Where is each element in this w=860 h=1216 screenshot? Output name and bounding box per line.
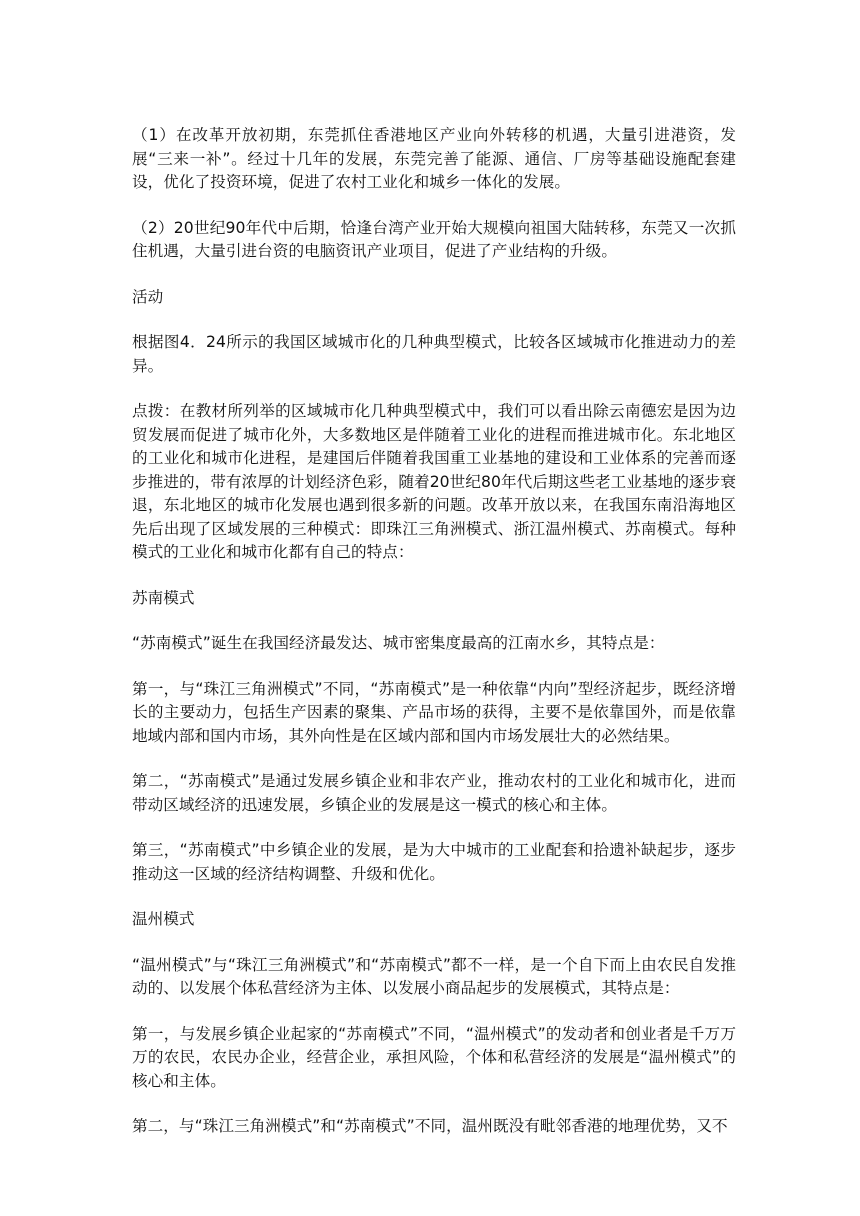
section-heading-activity: 活动 xyxy=(132,287,164,306)
paragraph-sunan-second: 第二，“苏南模式”是通过发展乡镇企业和非农产业，推动农村的工业化和城市化，进而带动区域经济的迅速发展，乡镇企业的发展是这一模式的核心和主体。 xyxy=(132,772,736,814)
paragraph-sunan-third: 第三，“苏南模式”中乡镇企业的发展，是为大中城市的工业配套和拾遗补缺起步，逐步推动这一区域的经济结构调整、升级和优化。 xyxy=(132,841,736,883)
paragraph-dongguan-1990s: （2）20世纪90年代中后期，恰逢台湾产业开始大规模向祖国大陆转移，东莞又一次抓住机遇，大量引进台资的电脑资讯产业项目，促进了产业结构的升级。 xyxy=(132,218,736,260)
paragraph-sunan-intro: “苏南模式”诞生在我国经济最发达、城市密集度最高的江南水乡，其特点是： xyxy=(132,634,665,652)
paragraph-wenzhou-intro: “温州模式”与“珠江三角洲模式”和“苏南模式”都不一样，是一个自下而上由农民自发推动的、以发展个体私营经济为主体、以发展小商品起步的发展模式，其特点是： xyxy=(132,955,736,997)
section-heading-wenzhou: 温州模式 xyxy=(132,910,195,928)
paragraph-activity-task: 根据图4．24所示的我国区域城市化的几种典型模式，比较各区域城市化推进动力的差异。 xyxy=(132,333,736,375)
paragraph-wenzhou-first: 第一，与发展乡镇企业起家的“苏南模式”不同，“温州模式”的发动者和创业者是千万万万的农民，农民办企业，经营企业，承担风险，个体和私营经济的发展是“温州模式”的核心和主体。 xyxy=(132,1024,736,1090)
paragraph-wenzhou-second: 第二，与“珠江三角洲模式”和“苏南模式”不同，温州既没有毗邻香港的地理优势，又不 xyxy=(132,1117,728,1135)
paragraph-hint: 点拨：在教材所列举的区域城市化几种典型模式中，我们可以看出除云南德宏是因为边贸发展而促进了城市化外，大多数地区是伴随着工业化的进程而推进城市化。东北地区的工业化和城市化进程，是建国后伴随着我国重工业基地的建设和工业体系的完善而逐步推进的，带有浓厚的计划经济色彩，随着20世纪80年代后期这些老工业基地的逐步衰退，东北地区的城市化发展也遇到很多新的问题。改革开放以来，在我国东南沿海地区先后出现了区域发展的三种模式：即珠江三角洲模式、浙江温州模式、苏南模式。每种模式的工业化和城市化都有自己的特点： xyxy=(132,402,736,561)
document-body xyxy=(132,124,736,1139)
paragraph-sunan-first: 第一，与“珠江三角洲模式”不同，“苏南模式”是一种依靠“内向”型经济起步，既经济增长的主要动力，包括生产因素的聚集、产品市场的获得，主要不是依靠国外，而是依靠地域内部和国内市场，其外向性是在区域内部和国内市场发展壮大的必然结果。 xyxy=(132,679,736,745)
paragraph-dongguan-early-reform: （1）在改革开放初期，东莞抓住香港地区产业向外转移的机遇，大量引进港资，发展“三来一补”。经过十几年的发展，东莞完善了能源、通信、厂房等基础设施配套建设，优化了投资环境，促进了农村工业化和城乡一体化的发展。 xyxy=(132,126,736,191)
section-heading-sunan: 苏南模式 xyxy=(132,588,195,607)
